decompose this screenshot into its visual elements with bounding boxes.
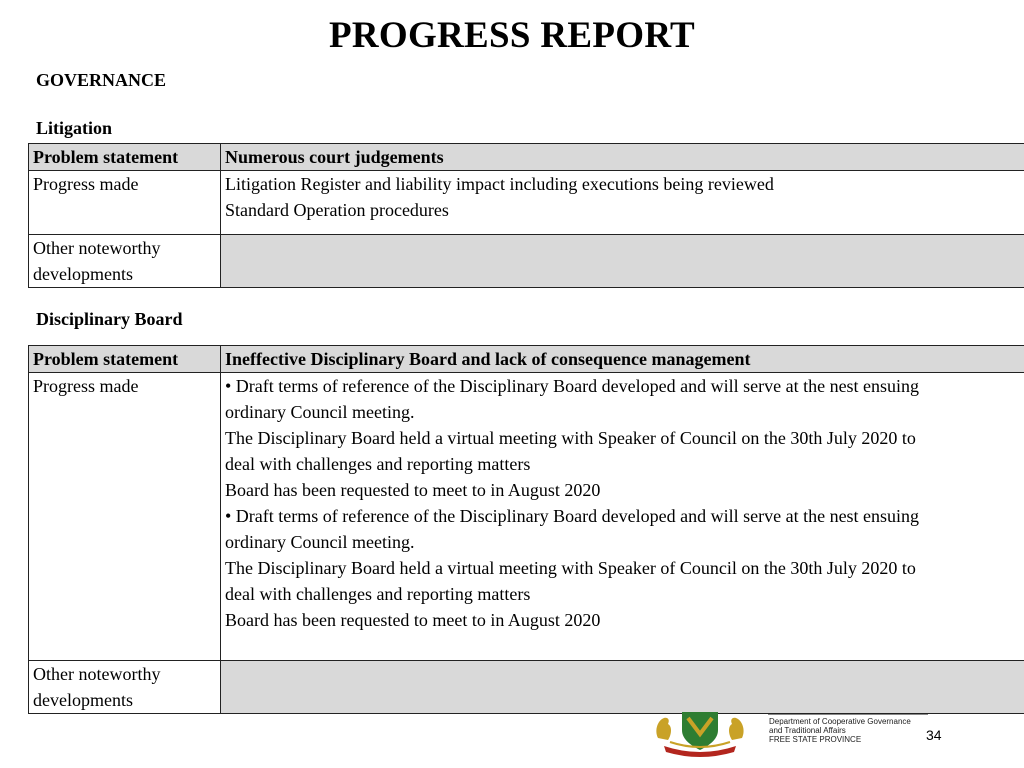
left-supporter-icon [656, 718, 671, 740]
section-heading-governance: GOVERNANCE [36, 70, 167, 90]
progress-line: deal with challenges and reporting matters [225, 454, 531, 474]
subsection-heading-litigation: Litigation [36, 118, 113, 138]
problem-statement-label: Problem statement [29, 346, 221, 373]
table-row [29, 373, 1024, 661]
problem-statement-text: Ineffective Disciplinary Board and lack of consequence management [221, 346, 1024, 373]
coat-of-arms-logo [650, 708, 750, 758]
other-developments-label: Other noteworthy developments [29, 661, 221, 714]
progress-line: ordinary Council meeting. [225, 532, 415, 552]
progress-line: ordinary Council meeting. [225, 402, 415, 422]
table-row [29, 235, 1024, 288]
progress-made-text [221, 171, 1024, 235]
department-name: Department of Cooperative Governance and Traditional Affairs FREE STATE PROVINCE [769, 717, 911, 744]
table-row [29, 144, 1024, 171]
problem-statement-text: Numerous court judgements [221, 144, 1024, 171]
progress-made-label: Progress made [29, 373, 221, 661]
progress-made-text [221, 373, 1024, 661]
problem-statement-label: Problem statement [29, 144, 221, 171]
progress-line: • Draft terms of reference of the Disciplinary Board developed and will serve at the nest ensuing [225, 376, 920, 396]
right-supporter-icon [729, 718, 744, 740]
subsection-heading-disciplinary-board: Disciplinary Board [36, 309, 183, 329]
table-row [29, 171, 1024, 235]
progress-made-label: Progress made [29, 171, 221, 235]
other-developments-text [221, 661, 1024, 714]
page-title: PROGRESS REPORT [328, 15, 696, 56]
progress-line: The Disciplinary Board held a virtual meeting with Speaker of Council on the 30th July 2020 to [225, 558, 916, 578]
footer-divider [768, 714, 928, 715]
other-developments-label: Other noteworthy developments [29, 235, 221, 288]
progress-line: Standard Operation procedures [225, 200, 449, 220]
progress-line: Litigation Register and liability impact including executions being reviewed [225, 174, 774, 194]
progress-line: The Disciplinary Board held a virtual meeting with Speaker of Council on the 30th July 2020 to [225, 428, 916, 448]
table-row [29, 661, 1024, 714]
disciplinary-board-table [28, 345, 1024, 714]
other-developments-text [221, 235, 1024, 288]
litigation-table [28, 143, 1024, 288]
progress-line: Board has been requested to meet to in August 2020 [225, 610, 601, 630]
progress-line: deal with challenges and reporting matters [225, 584, 531, 604]
page-number: 34 [926, 727, 942, 743]
progress-line: Board has been requested to meet to in August 2020 [225, 480, 601, 500]
table-row [29, 346, 1024, 373]
progress-line: • Draft terms of reference of the Disciplinary Board developed and will serve at the nest ensuing [225, 506, 920, 526]
